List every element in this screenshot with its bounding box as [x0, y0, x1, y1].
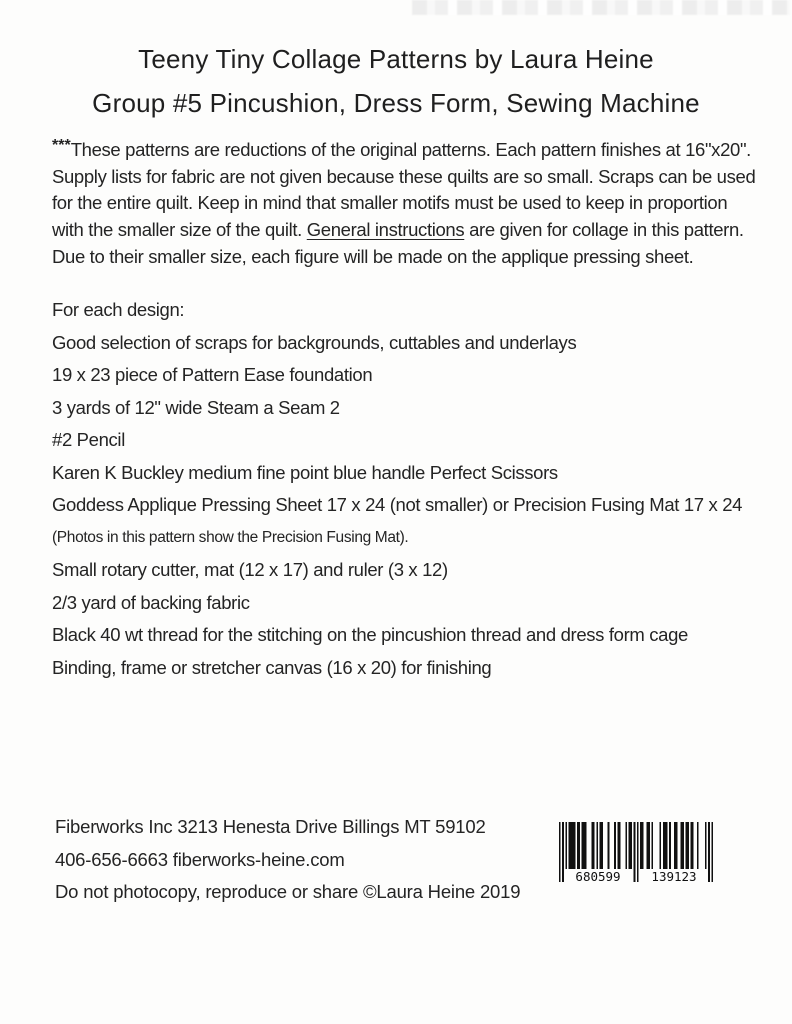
- scan-artifact: [412, 0, 790, 15]
- asterisk-note-marker: ***: [52, 137, 71, 154]
- intro-text-before: These patterns are reductions of the original patterns. Each pattern finishes at 16"x20". Supply lists for fabric are not given because these quilts are so small. Scraps can be used for the entire quilt. Keep in mind that smaller motifs must be used to keep in proportion with the smaller size of the quilt.: [52, 139, 756, 241]
- supply-item-steam-a-seam: 3 yards of 12" wide Steam a Seam 2: [52, 396, 340, 418]
- intro-text-after: are given for collage in this pattern. Due to their smaller size, each figure will be made on the applique pressing sheet.: [52, 219, 744, 267]
- upc-barcode: [559, 822, 713, 884]
- supply-item-backing-fabric: 2/3 yard of backing fabric: [52, 591, 250, 613]
- document-subtitle: Group #5 Pincushion, Dress Form, Sewing Machine: [92, 88, 700, 118]
- publisher-phone-website: 406-656-6663 fiberworks-heine.com: [55, 848, 345, 870]
- supply-item-pattern-ease: 19 x 23 piece of Pattern Ease foundation: [52, 364, 373, 385]
- barcode-graphic: [559, 822, 713, 884]
- supply-item-pencil: #2 Pencil: [52, 429, 125, 450]
- intro-paragraph: [52, 133, 760, 271]
- supply-list: [52, 294, 762, 684]
- document-title: Teeny Tiny Collage Patterns by Laura Heine: [138, 44, 654, 74]
- footer-block: [55, 811, 555, 909]
- intro-underlined-phrase: General instructions: [306, 219, 465, 241]
- supply-item-binding: Binding, frame or stretcher canvas (16 x 20) for finishing: [52, 656, 492, 678]
- barcode-right-digits: 139123: [651, 869, 697, 884]
- supply-item-scraps: Good selection of scraps for backgrounds, cuttables and underlays: [52, 331, 577, 353]
- supply-item-scissors: Karen K Buckley medium fine point blue handle Perfect Scissors: [52, 461, 558, 483]
- publisher-address: Fiberworks Inc 3213 Henesta Drive Billings MT 59102: [55, 816, 486, 837]
- barcode-left-digits: 680599: [575, 869, 621, 884]
- copyright-notice: Do not photocopy, reproduce or share ©Laura Heine 2019: [55, 881, 521, 902]
- supply-item-thread: Black 40 wt thread for the stitching on the pincushion thread and dress form cage: [52, 624, 688, 645]
- supply-item-rotary-cutter: Small rotary cutter, mat (12 x 17) and ruler (3 x 12): [52, 559, 448, 580]
- supply-item-pressing-sheet: Goddess Applique Pressing Sheet 17 x 24 (not smaller) or Precision Fusing Mat 17 x 24: [52, 494, 743, 515]
- supply-list-heading: For each design:: [52, 299, 185, 320]
- supply-note-photos: (Photos in this pattern show the Precision Fusing Mat).: [52, 528, 409, 546]
